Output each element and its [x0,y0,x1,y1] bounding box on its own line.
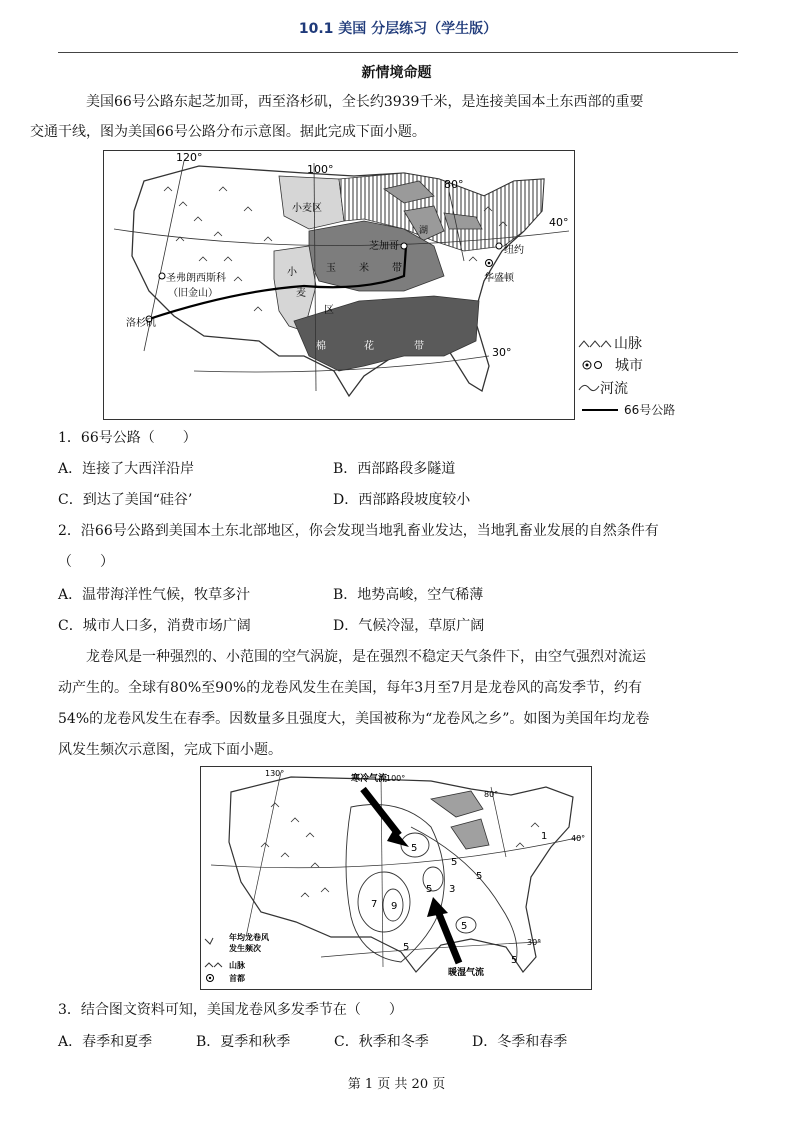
mountain-legend-icon [205,963,222,967]
warm-flow-label: 暖湿气流 [448,968,485,978]
lon80-label: 80° [444,178,464,191]
lon120-label: 120° [176,151,203,164]
intro1-line2: 交通干线，图为美国66号公路分布示意图。据此完成下面小题。 [30,124,426,140]
freq-legend-icon [205,938,213,944]
wheat-south-label-1: 小 [287,267,297,278]
legend-mountain [578,333,642,353]
sf-label: 圣弗朗西斯科 [166,273,226,284]
wheat-north-label: 小麦区 [292,203,322,214]
q3-option-c[interactable]: C．秋季和冬季 [334,1034,429,1050]
intro2-line1: 龙卷风是一种强烈的、小范围的空气涡旋，是在强烈不稳定天气条件下，由空气强烈对流运 [86,649,646,665]
newyork-marker [496,243,502,249]
chicago-label: 芝加哥 [369,241,399,252]
washington-dot [488,262,491,265]
cold-flow-label: 寒冷气流 [351,774,388,784]
lat40-label: 40° [549,216,569,229]
page-footer: 第 1 页 共 20 页 [347,1077,446,1092]
lon130-label-2: 130° [265,769,285,778]
header-divider [58,52,738,53]
cotton-label-1: 棉 [316,341,326,352]
legend-mountain-2: 山脉 [229,961,245,970]
q3-stem: 3．结合图文资料可知，美国龙卷风多发季节在（ ） [58,1002,403,1018]
q2-option-b[interactable]: B．地势高峻，空气稀薄 [333,587,484,603]
q2-option-d[interactable]: D．气候冷湿，草原广阔 [333,618,485,634]
q2-option-a[interactable]: A．温带海洋性气候，牧草多汁 [58,587,251,603]
legend-route-label: 66号公路 [624,403,676,417]
intro2-line2: 动产生的。全球有80%至90%的龙卷风发生在美国，每年3月至7月是龙卷风的高发季节，约有 [58,680,643,696]
legend-river-label: 河流 [600,381,628,397]
ny-label: 纽约 [504,245,524,256]
mountain-icon [578,337,614,349]
q2-stem-line2: （ ） [58,554,114,570]
legend-capital-2: 首都 [229,974,245,983]
value-7: 7 [371,899,378,910]
q2-stem-line1: 2．沿66号公路到美国本土东北部地区，你会发现当地乳畜业发达，当地乳畜业发展的自然条件有 [58,523,659,539]
value-1: 1 [541,831,548,842]
lat30-label: 30° [492,346,512,359]
corn-label-3: 带 [392,263,402,274]
route66-map [103,150,575,420]
river-icon [578,382,600,394]
lon100-label-2: 100° [386,774,406,783]
legend-river [578,378,628,398]
corn-label-1: 玉 [326,263,336,274]
cotton-label-3: 带 [414,341,424,352]
la-label: 洛杉矶 [126,318,156,329]
sf-marker [159,273,165,279]
value-3: 3 [449,884,456,895]
route66-map-svg [104,151,574,419]
q1-option-b[interactable]: B．西部路段多隧道 [333,461,456,477]
corn-label-2: 米 [359,263,369,274]
value-5-g: 5 [511,955,518,966]
intro2-line4: 风发生频次示意图，完成下面小题。 [58,742,282,758]
value-5-d: 5 [476,871,483,882]
intro-paragraph-1 [30,87,742,147]
legend-freq-1: 年均龙卷风 [229,933,269,942]
lon80-label-2: 80° [484,790,499,799]
value-5-a: 5 [411,843,418,854]
cotton-label-2: 花 [364,341,374,352]
legend-freq-2: 发生频次 [229,944,261,953]
dc-label: 华盛顿 [484,273,514,284]
value-5-f: 5 [403,942,410,953]
lat40-label-2: 40° [571,834,586,843]
lake-label: 湖 [419,226,429,236]
q1-stem: 1．66号公路（ ） [58,430,197,446]
chicago-marker [401,243,407,249]
legend-city-label: 城市 [615,358,643,374]
lat30-label-2: 30° [527,938,542,947]
section-title: 新情境命题 [361,65,432,81]
q1-option-c[interactable]: C．到达了美国“硅谷’ [58,492,193,508]
legend-mountain-label: 山脉 [614,336,642,352]
wheat-south-label-2: 麦 [296,288,306,299]
lon100-label: 100° [307,163,334,176]
value-5-e: 5 [461,921,468,932]
legend-city [581,355,643,375]
capital-legend-dot [209,977,211,979]
tornado-map-svg [201,767,591,989]
q3-option-a[interactable]: A．春季和夏季 [58,1034,153,1050]
q1-option-d[interactable]: D．西部路段坡度较小 [333,492,471,508]
intro1-line1: 美国66号公路东起芝加哥，西至洛杉矶，全长约3939千米，是连接美国本土东西部的重要 [86,94,644,110]
value-5-b: 5 [451,857,458,868]
q1-option-a[interactable]: A．连接了大西洋沿岸 [58,461,195,477]
value-5-c: 5 [426,884,433,895]
sf-alt-label: （旧金山） [168,288,218,299]
city-icon [581,359,615,371]
wheat-south-label-3: 区 [324,305,334,316]
legend-route [580,401,675,418]
q3-option-d[interactable]: D．冬季和春季 [472,1034,568,1050]
tornado-map [200,766,592,990]
q2-option-c[interactable]: C．城市人口多，消费市场广阔 [58,618,251,634]
page-header: 10.1 美国 分层练习（学生版） [298,21,498,37]
intro2-line3: 54%的龙卷风发生在春季。因数量多且强度大，美国被称为“龙卷风之乡”。如图为美国年均龙卷 [58,711,650,727]
q3-option-b[interactable]: B．夏季和秋季 [196,1034,291,1050]
route-icon [580,404,624,416]
value-9: 9 [391,901,398,912]
